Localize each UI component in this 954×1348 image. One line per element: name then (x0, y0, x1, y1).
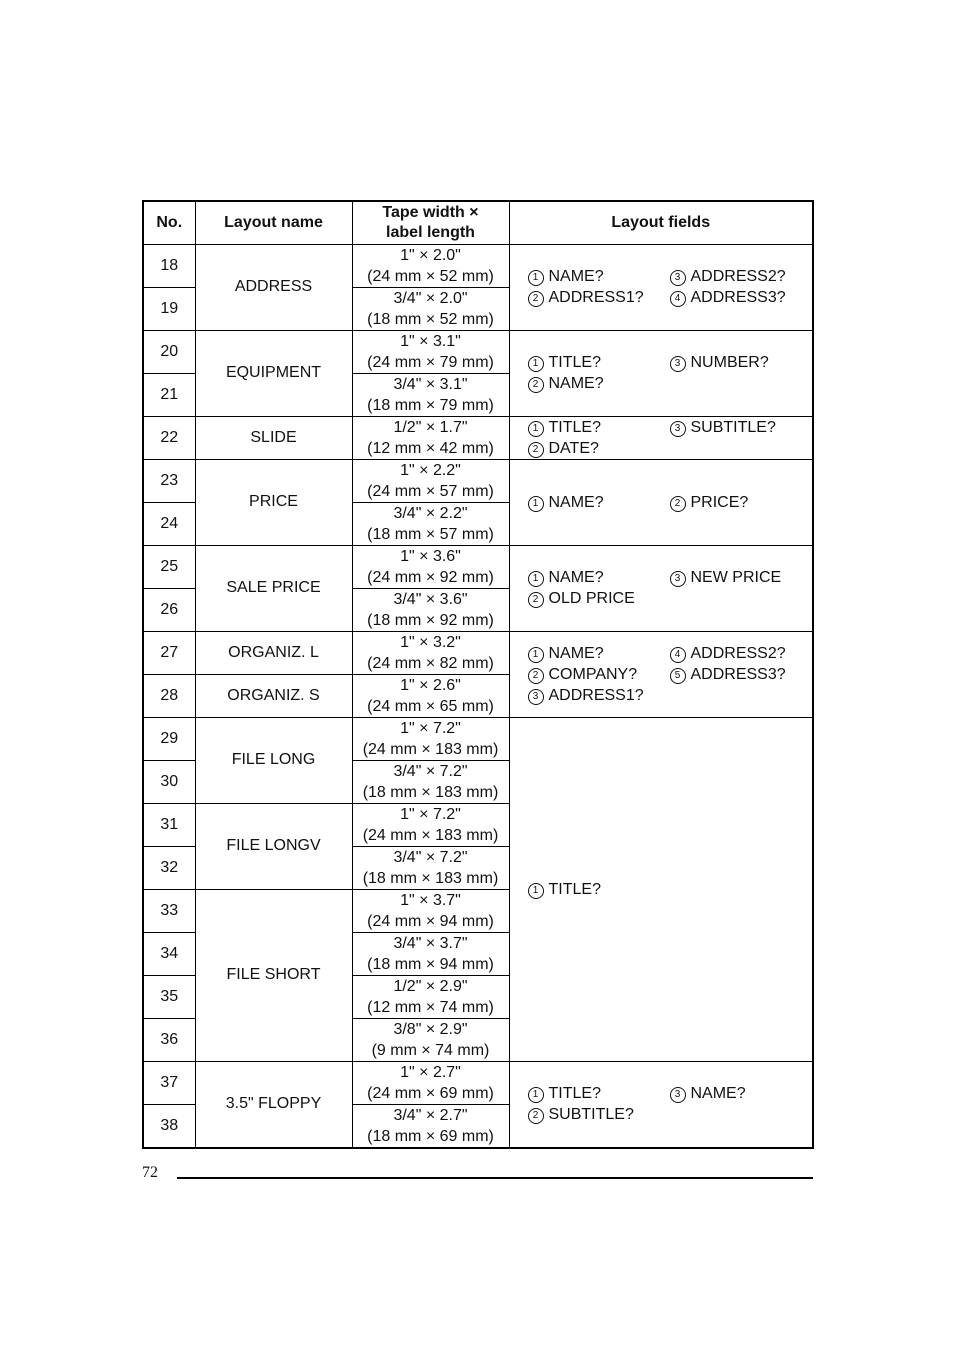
layout-number: 20 (143, 330, 195, 373)
circled-number-icon: 3 (670, 1087, 686, 1103)
circled-number-icon: 1 (528, 496, 544, 512)
tape-size-mm: (24 mm × 82 mm) (367, 654, 494, 672)
fields-grid (528, 417, 813, 459)
layout-number: 25 (143, 545, 195, 588)
tape-size-mm: (24 mm × 79 mm) (367, 353, 494, 371)
fields-grid (528, 266, 813, 308)
tape-size-inches: 1" × 3.7" (400, 891, 461, 909)
layout-number: 23 (143, 459, 195, 502)
layout-name: ORGANIZ. L (195, 631, 352, 674)
layout-name: EQUIPMENT (195, 330, 352, 416)
tape-size-mm: (24 mm × 52 mm) (367, 267, 494, 285)
field-label: TITLE? (548, 880, 601, 898)
tape-size-mm: (18 mm × 92 mm) (367, 611, 494, 629)
tape-size-inches: 1" × 2.7" (400, 1063, 461, 1081)
circled-number-icon: 1 (528, 421, 544, 437)
fields-grid (528, 643, 813, 706)
field-label: NAME? (690, 1085, 746, 1102)
layout-field (528, 588, 670, 609)
table-row (143, 717, 813, 760)
layout-number: 24 (143, 502, 195, 545)
tape-size-mm: (24 mm × 69 mm) (367, 1084, 494, 1102)
field-label: DATE? (548, 439, 599, 457)
table-body (143, 244, 813, 1148)
tape-size-cell (352, 416, 509, 459)
layout-field (670, 643, 813, 664)
field-label: ADDRESS1? (548, 289, 644, 306)
layout-field (528, 664, 670, 685)
tape-size-cell (352, 717, 509, 760)
tape-size-cell (352, 502, 509, 545)
circled-number-icon: 2 (528, 668, 544, 684)
circled-number-icon: 1 (528, 356, 544, 372)
layout-field (670, 266, 813, 287)
layout-field (670, 1083, 813, 1104)
circled-number-icon: 2 (670, 496, 686, 512)
layout-field (528, 879, 670, 900)
field-label: SUBTITLE? (690, 418, 776, 436)
circled-number-icon: 1 (528, 571, 544, 587)
tape-size-inches: 1" × 7.2" (400, 805, 461, 823)
header-layout-name: Layout name (195, 201, 352, 244)
layout-fields-cell (509, 330, 813, 416)
tape-size-inches: 3/4" × 7.2" (393, 762, 468, 780)
layout-name: PRICE (195, 459, 352, 545)
tape-size-inches: 3/4" × 2.0" (393, 289, 468, 307)
layout-field (670, 287, 813, 308)
layout-number: 30 (143, 760, 195, 803)
field-label: NEW PRICE (690, 569, 782, 586)
circled-number-icon: 3 (670, 270, 686, 286)
table-row (143, 330, 813, 373)
tape-size-mm: (24 mm × 183 mm) (362, 826, 499, 844)
layout-field (528, 287, 670, 308)
layout-fields-cell (509, 416, 813, 459)
tape-size-cell (352, 932, 509, 975)
tape-size-mm: (24 mm × 183 mm) (362, 740, 499, 758)
layout-number: 19 (143, 287, 195, 330)
circled-number-icon: 2 (528, 1108, 544, 1124)
layout-name: SALE PRICE (195, 545, 352, 631)
circled-number-icon: 3 (670, 356, 686, 372)
field-label: NAME? (548, 569, 604, 586)
fields-grid (528, 879, 813, 900)
tape-size-cell (352, 1018, 509, 1061)
tape-size-inches: 1" × 7.2" (400, 719, 461, 737)
tape-size-mm: (12 mm × 42 mm) (367, 439, 494, 457)
layout-name: 3.5" FLOPPY (195, 1061, 352, 1148)
header-tape-line2: label length (386, 223, 475, 241)
fields-grid (528, 492, 813, 513)
tape-size-cell (352, 459, 509, 502)
layout-field (528, 438, 670, 459)
table-row (143, 545, 813, 588)
tape-size-inches: 3/4" × 2.7" (393, 1106, 468, 1124)
tape-size-inches: 3/4" × 3.7" (393, 934, 468, 952)
tape-size-inches: 1" × 3.6" (400, 547, 461, 565)
field-label: TITLE? (548, 354, 601, 371)
tape-size-inches: 1" × 2.0" (400, 246, 461, 264)
table-row (143, 1061, 813, 1104)
layout-fields-cell (509, 545, 813, 631)
layout-number: 18 (143, 244, 195, 287)
tape-size-cell (352, 244, 509, 287)
field-label: ADDRESS1? (548, 686, 644, 704)
layout-field (528, 492, 670, 513)
tape-size-mm: (24 mm × 65 mm) (367, 697, 494, 715)
tape-size-cell (352, 889, 509, 932)
tape-size-inches: 1/2" × 2.9" (393, 977, 468, 995)
circled-number-icon: 4 (670, 291, 686, 307)
tape-size-mm: (12 mm × 74 mm) (367, 998, 494, 1016)
layout-field (670, 664, 813, 685)
field-label: SUBTITLE? (548, 1106, 634, 1123)
layout-number: 21 (143, 373, 195, 416)
tape-size-mm: (18 mm × 183 mm) (362, 869, 499, 887)
table-row (143, 244, 813, 287)
layout-name: FILE SHORT (195, 889, 352, 1061)
layout-name: ADDRESS (195, 244, 352, 330)
layout-number: 32 (143, 846, 195, 889)
layout-number: 29 (143, 717, 195, 760)
layout-number: 26 (143, 588, 195, 631)
table-row (143, 631, 813, 674)
table-row (143, 416, 813, 459)
tape-size-inches: 3/8" × 2.9" (393, 1020, 468, 1038)
tape-size-inches: 1" × 2.6" (400, 676, 461, 694)
tape-size-cell (352, 846, 509, 889)
field-label: ADDRESS2? (690, 644, 786, 662)
tape-size-mm: (24 mm × 57 mm) (367, 482, 494, 500)
layout-field (670, 417, 813, 438)
tape-size-mm: (18 mm × 79 mm) (367, 396, 494, 414)
layout-field (528, 417, 670, 438)
tape-size-inches: 3/4" × 3.6" (393, 590, 468, 608)
circled-number-icon: 2 (528, 291, 544, 307)
layout-number: 33 (143, 889, 195, 932)
layout-field (528, 352, 670, 373)
header-layout-fields: Layout fields (509, 201, 813, 244)
layout-number: 28 (143, 674, 195, 717)
layout-number: 36 (143, 1018, 195, 1061)
layout-name: SLIDE (195, 416, 352, 459)
tape-size-mm: (24 mm × 94 mm) (367, 912, 494, 930)
layout-field (528, 266, 670, 287)
tape-size-mm: (9 mm × 74 mm) (371, 1041, 490, 1059)
layout-field (670, 492, 813, 513)
tape-size-mm: (18 mm × 183 mm) (362, 783, 499, 801)
layout-number: 27 (143, 631, 195, 674)
layout-number: 34 (143, 932, 195, 975)
layout-fields-cell (509, 244, 813, 330)
circled-number-icon: 4 (670, 647, 686, 663)
layout-number: 35 (143, 975, 195, 1018)
layout-name: ORGANIZ. S (195, 674, 352, 717)
field-label: NAME? (548, 268, 604, 285)
layout-name: FILE LONGV (195, 803, 352, 889)
tape-size-cell (352, 975, 509, 1018)
field-label: ADDRESS3? (690, 289, 786, 306)
circled-number-icon: 5 (670, 668, 686, 684)
tape-size-cell (352, 330, 509, 373)
tape-size-cell (352, 1104, 509, 1148)
circled-number-icon: 1 (528, 883, 544, 899)
page-number: 72 (142, 1164, 158, 1181)
tape-size-mm: (18 mm × 94 mm) (367, 955, 494, 973)
tape-size-cell (352, 373, 509, 416)
circled-number-icon: 3 (670, 421, 686, 437)
tape-size-cell (352, 674, 509, 717)
layout-table (142, 200, 814, 1149)
layout-fields-cell (509, 631, 813, 717)
circled-number-icon: 2 (528, 592, 544, 608)
tape-size-inches: 3/4" × 3.1" (393, 375, 468, 393)
tape-size-cell (352, 760, 509, 803)
layout-field (670, 567, 813, 588)
field-label: TITLE? (548, 1085, 601, 1102)
tape-size-mm: (18 mm × 52 mm) (367, 310, 494, 328)
tape-size-mm: (24 mm × 92 mm) (367, 568, 494, 586)
field-label: NAME? (548, 644, 604, 662)
table-header-row (143, 201, 813, 244)
layout-fields-cell (509, 717, 813, 1061)
layout-field (528, 685, 670, 706)
layout-table-container (142, 200, 814, 1145)
layout-field (528, 1104, 670, 1125)
tape-size-cell (352, 1061, 509, 1104)
tape-size-mm: (18 mm × 57 mm) (367, 525, 494, 543)
layout-field (670, 352, 813, 373)
header-tape-width (352, 201, 509, 244)
layout-field (528, 1083, 670, 1104)
circled-number-icon: 1 (528, 1087, 544, 1103)
layout-number: 31 (143, 803, 195, 846)
tape-size-cell (352, 631, 509, 674)
layout-field (528, 643, 670, 664)
table-row (143, 459, 813, 502)
layout-fields-cell (509, 1061, 813, 1148)
tape-size-inches: 3/4" × 7.2" (393, 848, 468, 866)
layout-name: FILE LONG (195, 717, 352, 803)
field-label: OLD PRICE (548, 590, 635, 607)
fields-grid (528, 1083, 813, 1125)
tape-size-cell (352, 803, 509, 846)
layout-field (528, 373, 670, 394)
layout-number: 22 (143, 416, 195, 459)
tape-size-cell (352, 588, 509, 631)
tape-size-inches: 1" × 3.2" (400, 633, 461, 651)
tape-size-cell (352, 287, 509, 330)
field-label: COMPANY? (548, 665, 638, 683)
field-label: ADDRESS3? (690, 665, 786, 683)
field-label: PRICE? (690, 493, 749, 511)
field-label: NAME? (548, 375, 604, 392)
field-label: NUMBER? (690, 354, 769, 371)
tape-size-inches: 1" × 2.2" (400, 461, 461, 479)
layout-number: 38 (143, 1104, 195, 1148)
layout-number: 37 (143, 1061, 195, 1104)
footer-rule (177, 1177, 813, 1179)
circled-number-icon: 2 (528, 442, 544, 458)
header-no: No. (143, 201, 195, 244)
fields-grid (528, 567, 813, 609)
field-label: NAME? (548, 493, 604, 511)
tape-size-cell (352, 545, 509, 588)
circled-number-icon: 3 (528, 689, 544, 705)
field-label: ADDRESS2? (690, 268, 786, 285)
field-label: TITLE? (548, 418, 601, 436)
layout-field (528, 567, 670, 588)
tape-size-inches: 3/4" × 2.2" (393, 504, 468, 522)
circled-number-icon: 3 (670, 571, 686, 587)
tape-size-inches: 1/2" × 1.7" (393, 418, 468, 436)
tape-size-mm: (18 mm × 69 mm) (367, 1127, 494, 1145)
layout-fields-cell (509, 459, 813, 545)
circled-number-icon: 2 (528, 377, 544, 393)
tape-size-inches: 1" × 3.1" (400, 332, 461, 350)
header-tape-line1: Tape width × (382, 203, 479, 221)
circled-number-icon: 1 (528, 647, 544, 663)
circled-number-icon: 1 (528, 270, 544, 286)
fields-grid (528, 352, 813, 394)
